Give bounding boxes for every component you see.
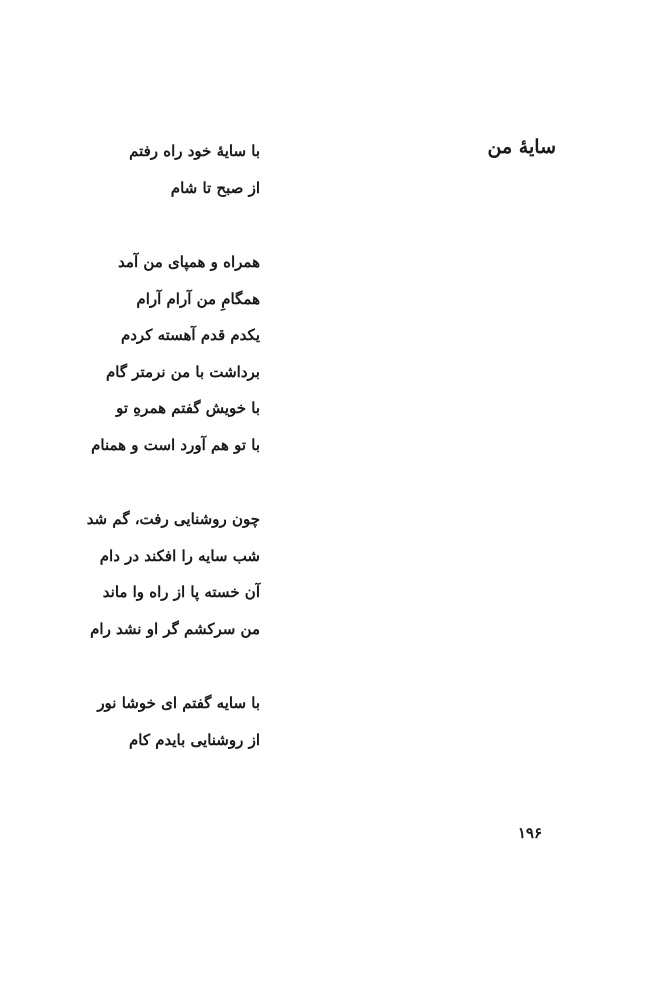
stanza-4 <box>60 688 260 761</box>
poem-line: چون روشنایی رفت، گم شد <box>86 510 260 528</box>
stanza-1 <box>60 136 260 209</box>
poem-line: با سایه گفتم ای خوشا نور <box>97 694 260 712</box>
poem-line: آن خسته پا از راه وا ماند <box>102 583 260 601</box>
poem-line: همگامِ من آرام آرام <box>136 289 260 308</box>
poem-body <box>60 136 260 799</box>
poem-line: من سرکشم گر او نشد رام <box>90 619 260 638</box>
poem-line: شب سایه را افکند در دام <box>99 546 260 565</box>
poem-title: سایهٔ من <box>487 136 556 158</box>
poem-line: از روشنایی بایدم کام <box>129 730 260 749</box>
poem-line: برداشت با من نرمتر گام <box>106 362 260 381</box>
poem-line: با خویش گفتم همرهِ تو <box>116 399 260 417</box>
poem-line: یکدم قدم آهسته کردم <box>120 326 260 344</box>
stanza-3 <box>60 504 260 650</box>
poem-line: از صبح تا شام <box>170 178 260 197</box>
page-number: ۱۹۶ <box>517 824 542 842</box>
poem-line: با سایهٔ خود راه رفتم <box>129 142 260 160</box>
stanza-2 <box>60 247 260 466</box>
poem-line: همراه و همپای من آمد <box>118 253 260 271</box>
poem-line: با تو هم آورد است و همنام <box>91 435 260 454</box>
